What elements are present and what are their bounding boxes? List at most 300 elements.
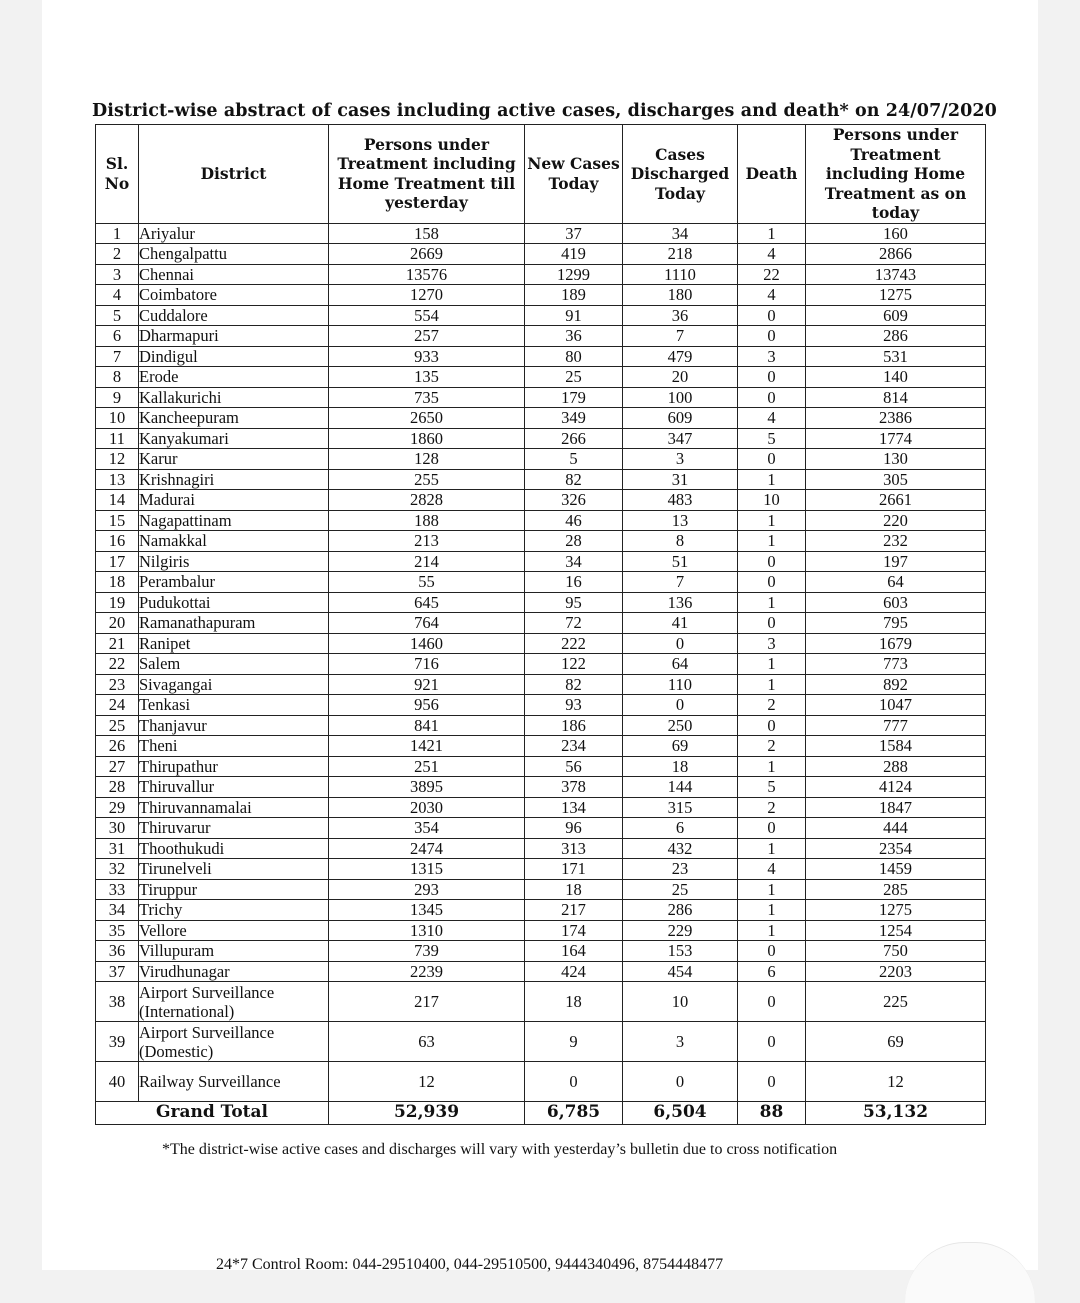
- cell-discharged: 286: [623, 900, 738, 921]
- cell-under-treatment-today: 288: [806, 756, 986, 777]
- cell-death: 0: [738, 613, 806, 634]
- cell-under-treatment-today: 160: [806, 223, 986, 244]
- cell-under-treatment-today: 225: [806, 982, 986, 1022]
- cell-district: Sivagangai: [139, 674, 329, 695]
- cell-under-treatment-today: 892: [806, 674, 986, 695]
- table-row: [96, 756, 986, 777]
- cell-district: Ariyalur: [139, 223, 329, 244]
- cell-new-cases: 28: [525, 531, 623, 552]
- cell-new-cases: 1299: [525, 264, 623, 285]
- cell-under-treatment-yesterday: 1270: [329, 285, 525, 306]
- cell-new-cases: 222: [525, 633, 623, 654]
- cell-discharged: 315: [623, 797, 738, 818]
- table-row: [96, 367, 986, 388]
- cell-sl-no: 36: [96, 941, 139, 962]
- header-new-cases: New Cases Today: [525, 125, 623, 224]
- cell-district: Ranipet: [139, 633, 329, 654]
- cell-new-cases: 25: [525, 367, 623, 388]
- cell-discharged: 180: [623, 285, 738, 306]
- cell-death: 0: [738, 305, 806, 326]
- cell-sl-no: 30: [96, 818, 139, 839]
- cell-district: Madurai: [139, 490, 329, 511]
- cell-under-treatment-today: 130: [806, 449, 986, 470]
- cell-under-treatment-today: 531: [806, 346, 986, 367]
- cell-district: Airport Surveillance (International): [139, 982, 329, 1022]
- cell-new-cases: 82: [525, 469, 623, 490]
- table-row: [96, 223, 986, 244]
- cell-discharged: 479: [623, 346, 738, 367]
- cell-discharged: 3: [623, 449, 738, 470]
- cell-discharged: 23: [623, 859, 738, 880]
- table-row: [96, 736, 986, 757]
- cell-under-treatment-yesterday: 2474: [329, 838, 525, 859]
- cell-district: Thiruvarur: [139, 818, 329, 839]
- cell-discharged: 250: [623, 715, 738, 736]
- cell-death: 4: [738, 285, 806, 306]
- cell-district: Thirupathur: [139, 756, 329, 777]
- cell-sl-no: 24: [96, 695, 139, 716]
- cell-sl-no: 3: [96, 264, 139, 285]
- cell-sl-no: 12: [96, 449, 139, 470]
- table-row: [96, 428, 986, 449]
- cell-under-treatment-today: 232: [806, 531, 986, 552]
- cell-under-treatment-yesterday: 13576: [329, 264, 525, 285]
- cell-new-cases: 424: [525, 961, 623, 982]
- cell-new-cases: 37: [525, 223, 623, 244]
- cell-new-cases: 46: [525, 510, 623, 531]
- document-title: District-wise abstract of cases including active cases, discharges and death* on 24/07/2020: [92, 101, 997, 121]
- cell-new-cases: 234: [525, 736, 623, 757]
- cell-under-treatment-yesterday: 764: [329, 613, 525, 634]
- cell-district: Chengalpattu: [139, 244, 329, 265]
- cell-death: 1: [738, 469, 806, 490]
- cell-death: 1: [738, 510, 806, 531]
- cell-under-treatment-yesterday: 251: [329, 756, 525, 777]
- cell-death: 1: [738, 654, 806, 675]
- cell-sl-no: 27: [96, 756, 139, 777]
- table-row: [96, 818, 986, 839]
- cell-district: Nagapattinam: [139, 510, 329, 531]
- table-row: [96, 879, 986, 900]
- cell-sl-no: 9: [96, 387, 139, 408]
- cell-new-cases: 122: [525, 654, 623, 675]
- cell-discharged: 432: [623, 838, 738, 859]
- cell-district: Airport Surveillance (Domestic): [139, 1022, 329, 1062]
- cell-under-treatment-yesterday: 257: [329, 326, 525, 347]
- cell-death: 4: [738, 859, 806, 880]
- grand-total-discharged: 6,504: [623, 1102, 738, 1125]
- cell-new-cases: 217: [525, 900, 623, 921]
- cell-district: Thiruvallur: [139, 777, 329, 798]
- table-row: [96, 1022, 986, 1062]
- cell-under-treatment-yesterday: 1345: [329, 900, 525, 921]
- cell-new-cases: 96: [525, 818, 623, 839]
- cell-new-cases: 179: [525, 387, 623, 408]
- cell-under-treatment-today: 1774: [806, 428, 986, 449]
- cell-sl-no: 17: [96, 551, 139, 572]
- cell-new-cases: 82: [525, 674, 623, 695]
- cell-death: 10: [738, 490, 806, 511]
- cell-discharged: 0: [623, 1062, 738, 1102]
- cell-under-treatment-today: 2866: [806, 244, 986, 265]
- cell-death: 0: [738, 818, 806, 839]
- cell-district: Ramanathapuram: [139, 613, 329, 634]
- cell-district: Coimbatore: [139, 285, 329, 306]
- cell-district: Thanjavur: [139, 715, 329, 736]
- cell-death: 1: [738, 879, 806, 900]
- cell-discharged: 41: [623, 613, 738, 634]
- table-header-row: [96, 125, 986, 224]
- grand-total-label: Grand Total: [96, 1102, 329, 1125]
- header-discharged: Cases Discharged Today: [623, 125, 738, 224]
- cell-discharged: 3: [623, 1022, 738, 1062]
- cell-new-cases: 72: [525, 613, 623, 634]
- cell-under-treatment-today: 814: [806, 387, 986, 408]
- cell-new-cases: 36: [525, 326, 623, 347]
- cell-new-cases: 0: [525, 1062, 623, 1102]
- table-row: [96, 244, 986, 265]
- cell-death: 4: [738, 244, 806, 265]
- cell-district: Tiruppur: [139, 879, 329, 900]
- cell-under-treatment-yesterday: 933: [329, 346, 525, 367]
- cell-under-treatment-today: 69: [806, 1022, 986, 1062]
- table-row: [96, 572, 986, 593]
- cell-death: 0: [738, 715, 806, 736]
- cell-under-treatment-yesterday: 2239: [329, 961, 525, 982]
- cell-under-treatment-today: 1275: [806, 285, 986, 306]
- table-row: [96, 285, 986, 306]
- cell-under-treatment-yesterday: 645: [329, 592, 525, 613]
- cell-district: Krishnagiri: [139, 469, 329, 490]
- cell-death: 2: [738, 695, 806, 716]
- cell-under-treatment-today: 1254: [806, 920, 986, 941]
- cell-sl-no: 14: [96, 490, 139, 511]
- cell-sl-no: 37: [96, 961, 139, 982]
- cell-under-treatment-today: 285: [806, 879, 986, 900]
- grand-total-yesterday: 52,939: [329, 1102, 525, 1125]
- cell-sl-no: 4: [96, 285, 139, 306]
- cell-death: 0: [738, 367, 806, 388]
- cell-under-treatment-today: 220: [806, 510, 986, 531]
- cell-death: 0: [738, 551, 806, 572]
- cell-district: Kanyakumari: [139, 428, 329, 449]
- cell-under-treatment-yesterday: 841: [329, 715, 525, 736]
- table-row: [96, 490, 986, 511]
- grand-total-today: 53,132: [806, 1102, 986, 1125]
- cell-under-treatment-yesterday: 188: [329, 510, 525, 531]
- cell-new-cases: 95: [525, 592, 623, 613]
- cell-new-cases: 9: [525, 1022, 623, 1062]
- cell-new-cases: 18: [525, 982, 623, 1022]
- cell-under-treatment-today: 12: [806, 1062, 986, 1102]
- table-row: [96, 961, 986, 982]
- cell-sl-no: 1: [96, 223, 139, 244]
- table-body: [96, 223, 986, 1102]
- cell-discharged: 64: [623, 654, 738, 675]
- cell-under-treatment-yesterday: 716: [329, 654, 525, 675]
- table-row: [96, 469, 986, 490]
- cell-new-cases: 174: [525, 920, 623, 941]
- cell-under-treatment-yesterday: 354: [329, 818, 525, 839]
- table-row: [96, 449, 986, 470]
- cell-sl-no: 26: [96, 736, 139, 757]
- cell-under-treatment-today: 197: [806, 551, 986, 572]
- table-row: [96, 715, 986, 736]
- cell-sl-no: 2: [96, 244, 139, 265]
- cell-discharged: 18: [623, 756, 738, 777]
- cell-discharged: 10: [623, 982, 738, 1022]
- cell-sl-no: 19: [96, 592, 139, 613]
- table-row: [96, 346, 986, 367]
- cell-death: 1: [738, 900, 806, 921]
- cell-discharged: 6: [623, 818, 738, 839]
- table-row: [96, 1062, 986, 1102]
- cell-under-treatment-today: 1584: [806, 736, 986, 757]
- table-row: [96, 900, 986, 921]
- cell-death: 3: [738, 633, 806, 654]
- cell-district: Railway Surveillance: [139, 1062, 329, 1102]
- cell-under-treatment-yesterday: 217: [329, 982, 525, 1022]
- cell-under-treatment-today: 444: [806, 818, 986, 839]
- cell-under-treatment-today: 773: [806, 654, 986, 675]
- table-row: [96, 859, 986, 880]
- cell-under-treatment-today: 305: [806, 469, 986, 490]
- cell-death: 2: [738, 797, 806, 818]
- cell-sl-no: 34: [96, 900, 139, 921]
- cell-district: Namakkal: [139, 531, 329, 552]
- cell-under-treatment-today: 13743: [806, 264, 986, 285]
- cell-new-cases: 18: [525, 879, 623, 900]
- cell-under-treatment-today: 750: [806, 941, 986, 962]
- cell-district: Perambalur: [139, 572, 329, 593]
- cell-new-cases: 186: [525, 715, 623, 736]
- cell-death: 0: [738, 941, 806, 962]
- table-row: [96, 264, 986, 285]
- cell-under-treatment-yesterday: 63: [329, 1022, 525, 1062]
- cell-district: Salem: [139, 654, 329, 675]
- footnote: *The district-wise active cases and discharges will vary with yesterday’s bulletin due to cross notification: [162, 1141, 838, 1158]
- grand-total-new: 6,785: [525, 1102, 623, 1125]
- cell-under-treatment-today: 777: [806, 715, 986, 736]
- cell-new-cases: 93: [525, 695, 623, 716]
- cell-discharged: 20: [623, 367, 738, 388]
- cell-sl-no: 23: [96, 674, 139, 695]
- cell-district: Thoothukudi: [139, 838, 329, 859]
- table-row: [96, 408, 986, 429]
- table-row: [96, 941, 986, 962]
- cell-district: Erode: [139, 367, 329, 388]
- cell-new-cases: 134: [525, 797, 623, 818]
- cell-death: 1: [738, 531, 806, 552]
- table-row: [96, 654, 986, 675]
- cell-district: Karur: [139, 449, 329, 470]
- cell-discharged: 229: [623, 920, 738, 941]
- table-row: [96, 592, 986, 613]
- cell-under-treatment-yesterday: 2828: [329, 490, 525, 511]
- cell-death: 5: [738, 428, 806, 449]
- cell-district: Tirunelveli: [139, 859, 329, 880]
- cell-district: Thiruvannamalai: [139, 797, 329, 818]
- cell-sl-no: 11: [96, 428, 139, 449]
- cell-discharged: 483: [623, 490, 738, 511]
- cell-discharged: 110: [623, 674, 738, 695]
- table-row: [96, 387, 986, 408]
- control-room-footer: 24*7 Control Room: 044-29510400, 044-29510500, 9444340496, 8754448477: [216, 1256, 724, 1273]
- table-row: [96, 838, 986, 859]
- cell-discharged: 31: [623, 469, 738, 490]
- cell-discharged: 34: [623, 223, 738, 244]
- cell-under-treatment-yesterday: 2030: [329, 797, 525, 818]
- cell-district: Dharmapuri: [139, 326, 329, 347]
- cell-under-treatment-yesterday: 214: [329, 551, 525, 572]
- cell-discharged: 218: [623, 244, 738, 265]
- cell-under-treatment-today: 1047: [806, 695, 986, 716]
- cell-under-treatment-yesterday: 128: [329, 449, 525, 470]
- header-district: District: [139, 125, 329, 224]
- cell-under-treatment-yesterday: 3895: [329, 777, 525, 798]
- cell-under-treatment-yesterday: 135: [329, 367, 525, 388]
- cell-under-treatment-yesterday: 554: [329, 305, 525, 326]
- cell-new-cases: 349: [525, 408, 623, 429]
- cell-under-treatment-today: 1679: [806, 633, 986, 654]
- cell-under-treatment-yesterday: 921: [329, 674, 525, 695]
- cell-district: Tenkasi: [139, 695, 329, 716]
- cell-discharged: 454: [623, 961, 738, 982]
- cell-death: 0: [738, 982, 806, 1022]
- cell-district: Chennai: [139, 264, 329, 285]
- cell-under-treatment-yesterday: 1310: [329, 920, 525, 941]
- header-sl-no: Sl. No: [96, 125, 139, 224]
- cell-death: 3: [738, 346, 806, 367]
- table-row: [96, 326, 986, 347]
- cell-sl-no: 38: [96, 982, 139, 1022]
- table-row: [96, 797, 986, 818]
- cell-new-cases: 171: [525, 859, 623, 880]
- cell-sl-no: 35: [96, 920, 139, 941]
- cell-sl-no: 16: [96, 531, 139, 552]
- cell-discharged: 25: [623, 879, 738, 900]
- cell-district: Nilgiris: [139, 551, 329, 572]
- cell-under-treatment-today: 603: [806, 592, 986, 613]
- cell-under-treatment-today: 4124: [806, 777, 986, 798]
- cell-sl-no: 15: [96, 510, 139, 531]
- cell-sl-no: 25: [96, 715, 139, 736]
- cell-under-treatment-today: 609: [806, 305, 986, 326]
- cell-sl-no: 5: [96, 305, 139, 326]
- table-row: [96, 551, 986, 572]
- cell-under-treatment-today: 2386: [806, 408, 986, 429]
- table-row: [96, 510, 986, 531]
- cell-sl-no: 13: [96, 469, 139, 490]
- table-row: [96, 695, 986, 716]
- cell-discharged: 100: [623, 387, 738, 408]
- cell-new-cases: 80: [525, 346, 623, 367]
- cell-under-treatment-yesterday: 1421: [329, 736, 525, 757]
- table-row: [96, 982, 986, 1022]
- cell-district: Dindigul: [139, 346, 329, 367]
- cell-discharged: 144: [623, 777, 738, 798]
- cell-discharged: 69: [623, 736, 738, 757]
- cell-death: 6: [738, 961, 806, 982]
- cell-discharged: 36: [623, 305, 738, 326]
- cell-discharged: 13: [623, 510, 738, 531]
- cell-under-treatment-yesterday: 12: [329, 1062, 525, 1102]
- cell-sl-no: 8: [96, 367, 139, 388]
- cell-discharged: 7: [623, 572, 738, 593]
- cell-under-treatment-yesterday: 293: [329, 879, 525, 900]
- cell-under-treatment-yesterday: 55: [329, 572, 525, 593]
- cell-new-cases: 189: [525, 285, 623, 306]
- cell-discharged: 51: [623, 551, 738, 572]
- grand-total-row: [96, 1102, 986, 1125]
- table-row: [96, 531, 986, 552]
- cell-under-treatment-today: 795: [806, 613, 986, 634]
- cell-death: 2: [738, 736, 806, 757]
- cell-new-cases: 34: [525, 551, 623, 572]
- cell-under-treatment-today: 64: [806, 572, 986, 593]
- cell-district: Pudukottai: [139, 592, 329, 613]
- cell-sl-no: 39: [96, 1022, 139, 1062]
- cell-under-treatment-yesterday: 2650: [329, 408, 525, 429]
- cell-death: 22: [738, 264, 806, 285]
- cell-death: 4: [738, 408, 806, 429]
- grand-total-death: 88: [738, 1102, 806, 1125]
- cell-new-cases: 378: [525, 777, 623, 798]
- cell-death: 1: [738, 223, 806, 244]
- cell-death: 1: [738, 838, 806, 859]
- cell-under-treatment-yesterday: 1460: [329, 633, 525, 654]
- cell-death: 0: [738, 572, 806, 593]
- cell-discharged: 609: [623, 408, 738, 429]
- cell-discharged: 7: [623, 326, 738, 347]
- cell-under-treatment-today: 2203: [806, 961, 986, 982]
- cell-under-treatment-yesterday: 956: [329, 695, 525, 716]
- cell-new-cases: 266: [525, 428, 623, 449]
- cell-under-treatment-yesterday: 739: [329, 941, 525, 962]
- cell-under-treatment-yesterday: 1315: [329, 859, 525, 880]
- cell-under-treatment-today: 286: [806, 326, 986, 347]
- cell-under-treatment-yesterday: 2669: [329, 244, 525, 265]
- table-row: [96, 674, 986, 695]
- cell-district: Villupuram: [139, 941, 329, 962]
- cell-under-treatment-today: 1847: [806, 797, 986, 818]
- cell-discharged: 1110: [623, 264, 738, 285]
- cell-under-treatment-today: 140: [806, 367, 986, 388]
- cell-sl-no: 6: [96, 326, 139, 347]
- table-row: [96, 633, 986, 654]
- cell-district: Vellore: [139, 920, 329, 941]
- table-row: [96, 305, 986, 326]
- cell-new-cases: 313: [525, 838, 623, 859]
- cell-death: 1: [738, 674, 806, 695]
- cell-new-cases: 5: [525, 449, 623, 470]
- cell-sl-no: 29: [96, 797, 139, 818]
- cell-sl-no: 31: [96, 838, 139, 859]
- cell-sl-no: 7: [96, 346, 139, 367]
- cell-district: Virudhunagar: [139, 961, 329, 982]
- header-death: Death: [738, 125, 806, 224]
- cell-district: Theni: [139, 736, 329, 757]
- cell-discharged: 153: [623, 941, 738, 962]
- table-row: [96, 920, 986, 941]
- cell-under-treatment-yesterday: 255: [329, 469, 525, 490]
- cell-under-treatment-yesterday: 735: [329, 387, 525, 408]
- cell-under-treatment-today: 1275: [806, 900, 986, 921]
- cell-sl-no: 10: [96, 408, 139, 429]
- cell-new-cases: 56: [525, 756, 623, 777]
- cell-death: 0: [738, 326, 806, 347]
- cell-under-treatment-today: 2354: [806, 838, 986, 859]
